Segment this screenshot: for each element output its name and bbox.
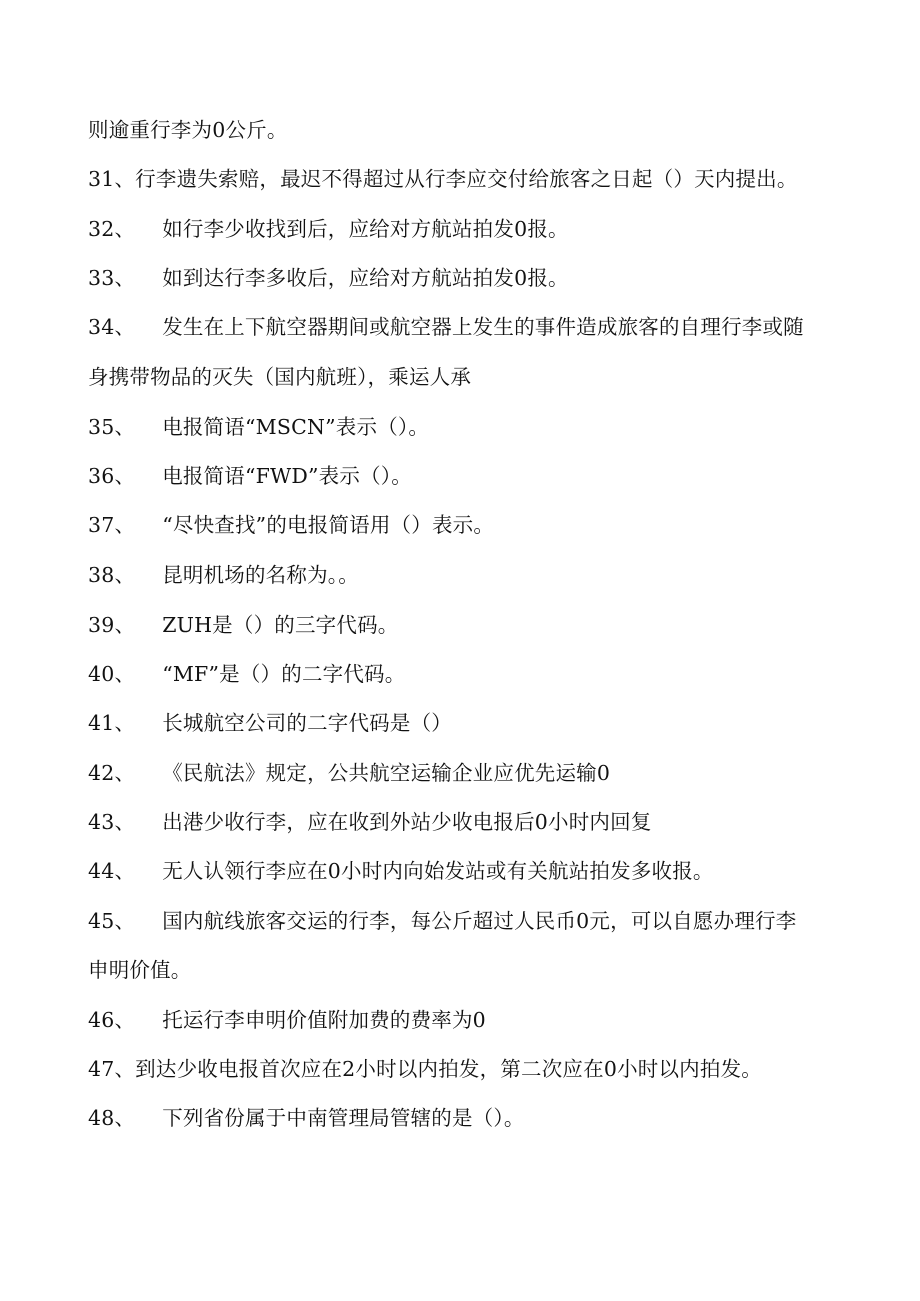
- text-line: 32、 如行李少收找到后，应给对方航站拍发0报。: [88, 217, 569, 241]
- text-line: 身携带物品的灭失（国内航班），乘运人承: [88, 365, 472, 389]
- text-line: 46、 托运行李申明价值附加费的费率为0: [88, 1008, 486, 1032]
- text-line: 33、 如到达行李多收后，应给对方航站拍发0报。: [88, 266, 569, 290]
- text-line: 43、 出港少收行李，应在收到外站少收电报后0小时内回复: [88, 810, 652, 834]
- text-line: 34、 发生在上下航空器期间或航空器上发生的事件造成旅客的自理行李或随: [88, 315, 804, 339]
- text-line: 39、 ZUH是（）的三字代码。: [88, 613, 399, 637]
- text-line: 37、 “尽快查找”的电报简语用（）表示。: [88, 513, 495, 537]
- text-line: 35、 电报简语“MSCN”表示（）。: [88, 415, 430, 439]
- text-line: 47、到达少收电报首次应在2小时以内拍发，第二次应在0小时以内拍发。: [88, 1057, 762, 1081]
- text-line: 48、 下列省份属于中南管理局管辖的是（）。: [88, 1106, 525, 1130]
- text-line: 42、 《民航法》规定，公共航空运输企业应优先运输0: [88, 761, 611, 785]
- text-line: 31、行李遗失索赔，最迟不得超过从行李应交付给旅客之日起（）天内提出。: [88, 167, 798, 191]
- text-line: 40、 “MF”是（）的二字代码。: [88, 662, 406, 686]
- text-line: 38、 昆明机场的名称为。。: [88, 563, 359, 587]
- text-line: 44、 无人认领行李应在0小时内向始发站或有关航站拍发多收报。: [88, 859, 714, 883]
- text-line: 申明价值。: [88, 958, 192, 982]
- text-line: 45、 国内航线旅客交运的行李，每公斤超过人民币0元，可以自愿办理行李: [88, 909, 797, 933]
- text-line: 则逾重行李为0公斤。: [88, 118, 288, 142]
- text-line: 41、 长城航空公司的二字代码是（）: [88, 711, 452, 735]
- text-line: 36、 电报简语“FWD”表示（）。: [88, 464, 412, 488]
